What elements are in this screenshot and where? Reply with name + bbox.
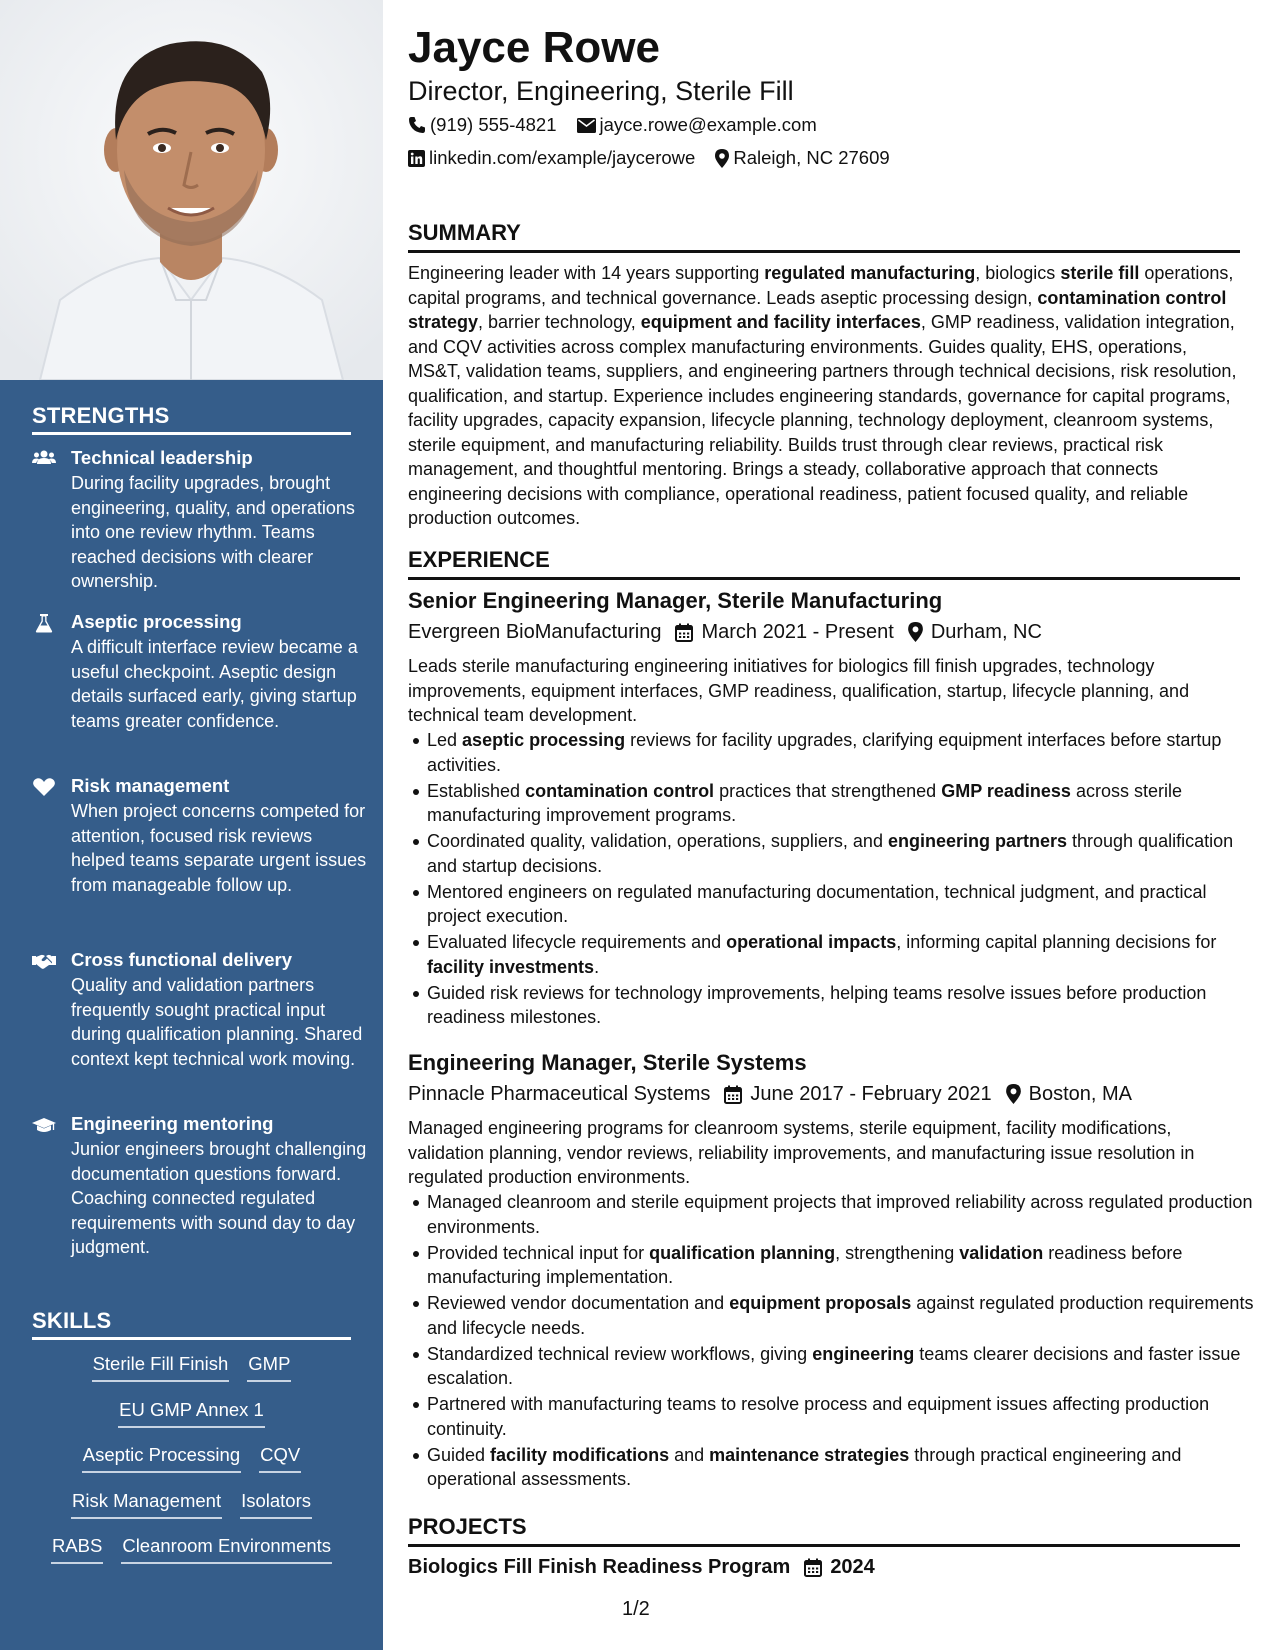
bold-phrase: equipment and facility interfaces <box>640 312 921 332</box>
strength-description: A difficult interface review became a useful checkpoint. Aseptic design details surfaced early, giving startup teams greater confidence. <box>71 637 358 731</box>
strength-title: Technical leadership <box>71 447 253 468</box>
text-run: operations, capital programs, and technical governance. Leads aseptic processing design, <box>408 263 1234 308</box>
portrait-illustration <box>0 0 383 380</box>
text-run: reviews for facility upgrades, clarifying equipment interfaces before startup activities. <box>427 730 1222 775</box>
bullet-item <box>427 1392 1259 1441</box>
strength-description: During facility upgrades, brought engineering, quality, and operations into one review rhythm. Teams reached decisions with clearer ownership. <box>71 473 355 591</box>
text-run: through practical engineering and operational assessments. <box>427 1444 1182 1489</box>
bullet-item <box>427 930 1259 979</box>
bold-phrase: validation <box>959 1242 1044 1263</box>
bold-phrase: regulated manufacturing <box>764 263 976 283</box>
calendar-icon <box>724 1085 742 1104</box>
heart-icon <box>32 777 56 797</box>
job-bullets <box>408 1190 1259 1493</box>
bullet-item <box>427 981 1259 1030</box>
phone-icon <box>408 116 426 134</box>
text-run: Guided <box>427 1444 491 1465</box>
job-location <box>1006 1081 1132 1107</box>
bold-phrase: aseptic processing <box>462 730 626 750</box>
bold-phrase: equipment proposals <box>729 1293 912 1313</box>
strength-item <box>32 446 362 591</box>
text-run: Coordinated quality, validation, operations, suppliers, and <box>427 831 888 851</box>
handshake-icon <box>32 951 56 971</box>
text-run: through qualification and startup decisions. <box>427 831 1234 876</box>
bold-phrase: maintenance strategies <box>709 1444 910 1465</box>
contact-row <box>408 113 837 137</box>
text-run: Guided risk reviews for technology improvements, helping teams resolve issues before production readiness milestones. <box>427 982 1207 1027</box>
text-run: , GMP readiness, validation integration, and CQV activities across complex manufacturing environments. Guides quality, EHS, operations, MS&T, validation teams, suppliers, and engineering partners through technical decisions, risk resolution, qualification, and startup. Experience includes engineering standards, governance for capital programs, facility upgrades, capacity expansion, lifecycle planning, technology deployment, cleanroom systems, sterile equipment, and manufacturing reliability. Builds trust through clear reviews, practical risk management, and thoughtful mentoring. Brings a steady, collaborative approach that connects engineering decisions with compliance, operational readiness, patient focused quality, and reliable production outcomes. <box>408 312 1237 528</box>
summary-text <box>408 261 1240 531</box>
strength-title: Aseptic processing <box>71 611 242 632</box>
bold-phrase: facility investments <box>427 956 595 977</box>
text-run: Mentored engineers on regulated manufacturing documentation, technical judgment, and practical project execution. <box>427 881 1207 926</box>
company-name: Pinnacle Pharmaceutical Systems <box>408 1083 711 1105</box>
skill-row <box>32 1398 351 1444</box>
text-run: , strengthening <box>835 1242 960 1263</box>
text-run: , barrier technology, <box>478 312 641 332</box>
job-location-text: Durham, NC <box>930 621 1042 643</box>
job-title: Engineering Manager, Sterile Systems <box>408 1050 807 1075</box>
text-run: teams clearer decisions and faster issue escalation. <box>427 1343 1241 1388</box>
company-name: Evergreen BioManufacturing <box>408 621 662 643</box>
job-description: Managed engineering programs for cleanroom systems, sterile equipment, facility modifications, validation planning, vendor reviews, reliability improvements, and manufacturing issue resolution in regulated production environments. <box>408 1118 1195 1187</box>
text-run: practices that strengthened <box>714 780 942 801</box>
linkedin-icon <box>408 150 425 167</box>
candidate-name: Jayce Rowe <box>408 23 660 72</box>
map-pin-icon <box>715 149 729 168</box>
bullet-item <box>427 1291 1259 1340</box>
skill-row <box>32 1489 351 1535</box>
text-run: readiness before manufacturing implementation. <box>427 1242 1183 1287</box>
bold-phrase: sterile fill <box>1060 263 1140 283</box>
text-run: and <box>669 1444 710 1465</box>
job-title: Senior Engineering Manager, Sterile Manufacturing <box>408 588 943 613</box>
skill-tag: EU GMP Annex 1 <box>118 1398 265 1428</box>
job-location <box>908 619 1042 645</box>
bullet-item <box>427 829 1259 878</box>
job-meta <box>408 1081 1146 1107</box>
skill-tag: Sterile Fill Finish <box>92 1352 230 1382</box>
skill-tag: Cleanroom Environments <box>121 1534 332 1564</box>
skills-list <box>32 1352 351 1580</box>
job-dates <box>724 1081 991 1107</box>
job-bullets <box>408 728 1259 1031</box>
location-contact <box>715 146 889 170</box>
map-pin-icon <box>908 622 923 642</box>
text-run: against regulated production requirements and lifecycle needs. <box>427 1293 1254 1338</box>
skill-tag: Aseptic Processing <box>82 1443 241 1473</box>
experience-heading: EXPERIENCE <box>408 546 1240 580</box>
linkedin-contact[interactable] <box>408 146 695 170</box>
strength-item <box>32 774 367 914</box>
bold-phrase: contamination control strategy <box>408 287 1227 332</box>
project-date <box>804 1554 875 1580</box>
bullet-item <box>427 728 1259 777</box>
bullet-item <box>427 1241 1259 1290</box>
calendar-icon <box>675 623 693 642</box>
users-icon <box>32 449 56 469</box>
email-text: jayce.rowe@example.com <box>599 114 817 135</box>
projects-heading: PROJECTS <box>408 1513 1240 1547</box>
map-pin-icon <box>1006 1084 1021 1104</box>
bold-phrase: engineering partners <box>887 831 1067 851</box>
linkedin-text: linkedin.com/example/jaycerowe <box>429 147 696 168</box>
text-run: Established <box>427 780 526 801</box>
sidebar <box>0 0 383 1650</box>
skill-tag: RABS <box>51 1534 103 1564</box>
skill-row <box>32 1443 351 1489</box>
text-run: , informing capital planning decisions for <box>896 932 1217 952</box>
job-meta <box>408 619 1056 645</box>
bullet-item <box>427 1190 1259 1239</box>
strength-description: Quality and validation partners frequently sought practical input during qualification planning. Shared context kept technical work moving. <box>71 975 363 1069</box>
profile-photo <box>0 0 383 380</box>
project-year: 2024 <box>830 1556 875 1578</box>
bullet-item <box>427 1443 1259 1492</box>
text-run: Managed cleanroom and sterile equipment projects that improved reliability across regulated production environments. <box>427 1192 1253 1237</box>
skill-row <box>32 1534 351 1580</box>
bold-phrase: qualification planning <box>649 1242 836 1263</box>
calendar-icon <box>804 1558 822 1577</box>
bold-phrase: operational impacts <box>726 932 897 952</box>
strength-item <box>32 1112 367 1272</box>
contact-row <box>408 146 910 170</box>
bullet-item <box>427 880 1259 929</box>
strength-description: When project concerns competed for attention, focused risk reviews helped teams separate urgent issues from manageable follow up. <box>71 801 367 895</box>
phone-contact[interactable] <box>408 113 557 137</box>
text-run: Led <box>427 730 463 750</box>
location-text: Raleigh, NC 27609 <box>733 147 890 168</box>
project-item <box>408 1554 889 1580</box>
envelope-icon <box>577 118 596 133</box>
strength-item <box>32 948 362 1088</box>
job-dates-text: March 2021 - Present <box>701 621 894 643</box>
strengths-heading: STRENGTHS <box>32 403 351 435</box>
job-description: Leads sterile manufacturing engineering initiatives for biologics fill finish upgrades, technology improvements, equipment interfaces, GMP readiness, qualification, startup, lifecycle planning, and technical team development. <box>408 656 1190 725</box>
strength-title: Risk management <box>71 775 230 796</box>
job-location-text: Boston, MA <box>1028 1083 1133 1105</box>
bold-phrase: engineering <box>812 1343 915 1364</box>
skills-heading: SKILLS <box>32 1308 351 1340</box>
phone-text: (919) 555-4821 <box>430 114 557 135</box>
page-number: 1/2 <box>622 1598 650 1620</box>
bold-phrase: facility modifications <box>490 1444 670 1465</box>
project-title: Biologics Fill Finish Readiness Program <box>408 1556 791 1578</box>
strength-title: Cross functional delivery <box>71 949 293 970</box>
job-title-headline: Director, Engineering, Sterile Fill <box>408 76 794 106</box>
text-run: Evaluated lifecycle requirements and <box>427 932 727 952</box>
bullet-item <box>427 1342 1259 1391</box>
text-run: Reviewed vendor documentation and <box>427 1293 730 1313</box>
flask-icon <box>32 613 56 633</box>
text-run: Engineering leader with 14 years supporting <box>408 263 765 283</box>
job-dates-text: June 2017 - February 2021 <box>750 1083 992 1105</box>
text-run: Standardized technical review workflows, giving <box>427 1343 813 1364</box>
bold-phrase: GMP readiness <box>941 780 1071 801</box>
skill-tag: CQV <box>259 1443 301 1473</box>
email-contact[interactable] <box>577 113 817 137</box>
text-run: , biologics <box>975 263 1061 283</box>
job-dates <box>675 619 893 645</box>
text-run: Provided technical input for <box>427 1242 650 1263</box>
strength-item <box>32 610 362 750</box>
text-run: Partnered with manufacturing teams to resolve process and equipment issues affecting production continuity. <box>427 1394 1210 1439</box>
text-run: . <box>594 956 600 977</box>
strength-description: Junior engineers brought challenging documentation questions forward. Coaching connected regulated requirements with sound day to day judgment. <box>71 1139 367 1257</box>
summary-heading: SUMMARY <box>408 219 1240 253</box>
bold-phrase: contamination control <box>525 780 715 801</box>
bullet-item <box>427 779 1259 828</box>
skill-tag: GMP <box>247 1352 291 1382</box>
skill-row <box>32 1352 351 1398</box>
strength-title: Engineering mentoring <box>71 1113 274 1134</box>
skill-tag: Risk Management <box>71 1489 222 1519</box>
graduation-cap-icon <box>32 1115 56 1135</box>
skill-tag: Isolators <box>240 1489 312 1519</box>
text-run: across sterile manufacturing improvement programs. <box>427 780 1182 825</box>
